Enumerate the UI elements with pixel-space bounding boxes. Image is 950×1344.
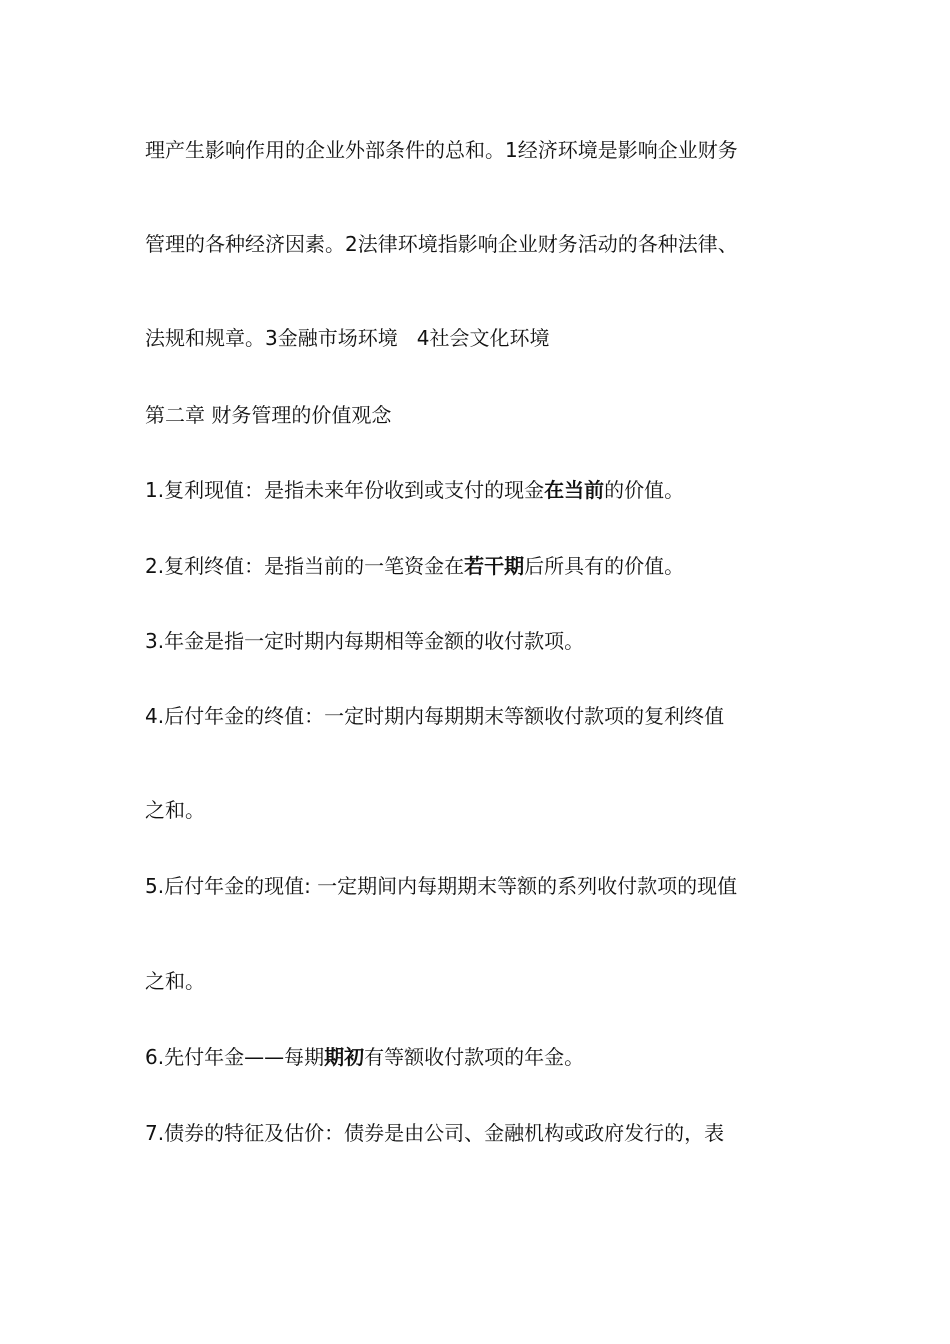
definition-annuity-due [145, 1045, 815, 1069]
definition-continuation-line: 之和。 [145, 969, 205, 993]
emphasis-text: 期初 [324, 1045, 365, 1069]
definition-annuity: 3.年金是指一定时期内每期相等金额的收付款项。 [145, 629, 585, 653]
paragraph-line-3: 法规和规章。3金融市场环境 4社会文化环境 [145, 326, 550, 350]
paragraph-line-2: 管理的各种经济因素。2法律环境指影响企业财务活动的各种法律、 [145, 232, 738, 256]
definition-compound-present-value [145, 478, 815, 502]
definition-bond-features: 7.债券的特征及估价：债券是由公司、金融机构或政府发行的，表 [145, 1121, 725, 1145]
definition-ordinary-annuity-present-value: 5.后付年金的现值: 一定期间内每期期末等额的系列收付款项的现值 [145, 874, 738, 898]
chapter-heading: 第二章 财务管理的价值观念 [145, 403, 392, 427]
definition-text: 2.复利终值：是指当前的一笔资金在 [145, 554, 465, 578]
emphasis-text: 若干期 [464, 554, 525, 578]
definition-text: 1.复利现值：是指未来年份收到或支付的现金 [145, 478, 545, 502]
definition-text-end: 后所具有的价值。 [524, 554, 685, 578]
definition-text-end: 的价值。 [604, 478, 685, 502]
definition-text-end: 有等额收付款项的年金。 [364, 1045, 585, 1069]
definition-continuation-line: 之和。 [145, 798, 205, 822]
definition-ordinary-annuity-future-value: 4.后付年金的终值：一定时期内每期期末等额收付款项的复利终值 [145, 704, 725, 728]
paragraph-line-1: 理产生影响作用的企业外部条件的总和。1经济环境是影响企业财务 [145, 138, 738, 162]
emphasis-text: 在当前 [544, 478, 605, 502]
definition-text: 6.先付年金——每期 [145, 1045, 325, 1069]
definition-compound-future-value [145, 554, 815, 578]
